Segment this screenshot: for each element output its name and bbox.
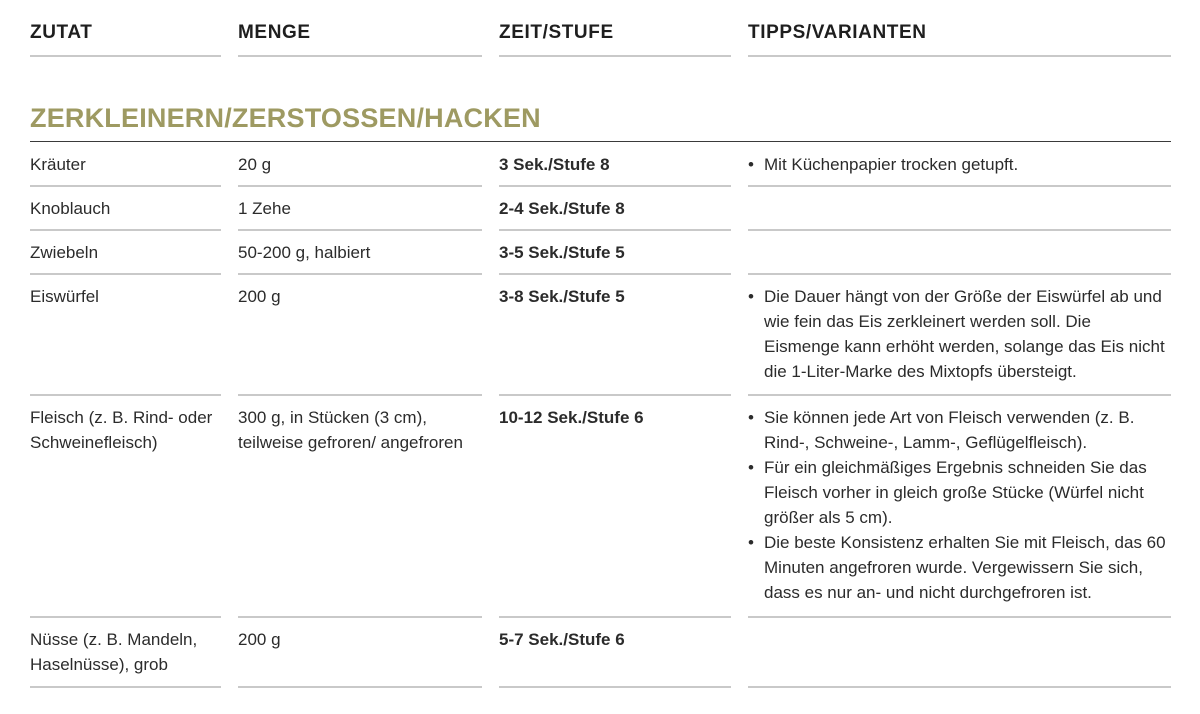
tip-item: • Sie können jede Art von Fleisch verwenden (z. B. Rind-, Schweine-, Lamm-, Geflügelfleisch). xyxy=(748,405,1171,455)
table-row xyxy=(0,187,1200,231)
cell-time-level: 3-8 Sek./Stufe 5 xyxy=(499,275,731,396)
table-row xyxy=(0,231,1200,275)
cell-time-level: 10-12 Sek./Stufe 6 xyxy=(499,396,731,618)
cell-tips xyxy=(748,396,1171,618)
table-row xyxy=(0,275,1200,396)
cell-amount: 50-200 g, halbiert xyxy=(238,231,482,275)
table-row xyxy=(0,143,1200,187)
table-row xyxy=(0,396,1200,618)
cell-amount: 300 g, in Stücken (3 cm), teilweise gefroren/ angefroren xyxy=(238,396,482,618)
cell-amount: 200 g xyxy=(238,275,482,396)
cell-time-level: 3 Sek./Stufe 8 xyxy=(499,143,731,187)
tip-item: • Die beste Konsistenz erhalten Sie mit Fleisch, das 60 Minuten angefroren wurde. Vergewissern Sie sich, dass es nur an- und nicht durchgefroren ist. xyxy=(748,530,1171,605)
cell-ingredient: Zwiebeln xyxy=(30,231,221,275)
cell-ingredient: Fleisch (z. B. Rind- oder Schweinefleisch) xyxy=(30,396,221,618)
cell-tips xyxy=(748,275,1171,396)
cell-time-level: 2-4 Sek./Stufe 8 xyxy=(499,187,731,231)
tip-item: • Die Dauer hängt von der Größe der Eiswürfel ab und wie fein das Eis zerkleinert werden soll. Die Eismenge kann erhöht werden, solange das Eis nicht die 1-Liter-Marke des Mixtopfs übersteigt. xyxy=(748,284,1171,384)
cell-time-level: 3-5 Sek./Stufe 5 xyxy=(499,231,731,275)
header-tips: TIPPS/VARIANTEN xyxy=(748,22,1171,57)
header-time-level: ZEIT/STUFE xyxy=(499,22,731,57)
header-ingredient: ZUTAT xyxy=(30,22,221,57)
tip-item: • Für ein gleichmäßiges Ergebnis schneiden Sie das Fleisch vorher in gleich große Stücke (Würfel nicht größer als 5 cm). xyxy=(748,455,1171,530)
cell-amount: 1 Zehe xyxy=(238,187,482,231)
cell-amount: 200 g xyxy=(238,618,482,688)
cell-tips xyxy=(748,618,1171,688)
cell-ingredient: Nüsse (z. B. Mandeln, Haselnüsse), grob xyxy=(30,618,221,688)
cell-tips xyxy=(748,187,1171,231)
cell-ingredient: Eiswürfel xyxy=(30,275,221,396)
header-amount: MENGE xyxy=(238,22,482,57)
cell-ingredient: Kräuter xyxy=(30,143,221,187)
table-header xyxy=(0,0,1200,60)
table-row xyxy=(0,618,1200,688)
cell-tips xyxy=(748,143,1171,187)
cell-amount: 20 g xyxy=(238,143,482,187)
cell-ingredient: Knoblauch xyxy=(30,187,221,231)
tip-item: • Mit Küchenpapier trocken getupft. xyxy=(748,152,1171,177)
cell-tips xyxy=(748,231,1171,275)
section-title: ZERKLEINERN/ZERSTOSSEN/HACKEN xyxy=(30,100,1171,142)
cell-time-level: 5-7 Sek./Stufe 6 xyxy=(499,618,731,688)
